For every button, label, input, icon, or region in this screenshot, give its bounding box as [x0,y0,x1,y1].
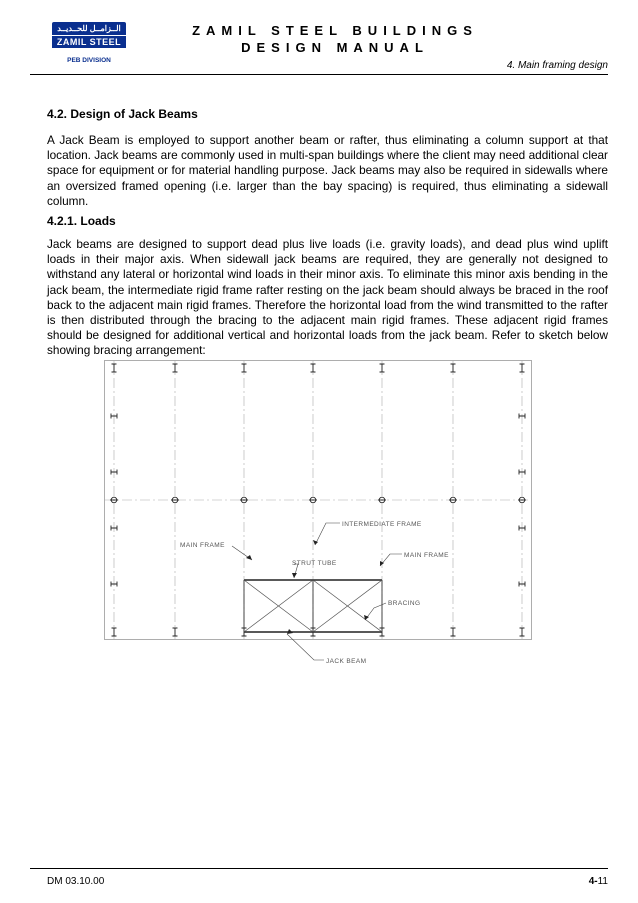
label-main-frame-right: MAIN FRAME [404,552,449,559]
label-strut-tube: STRUT TUBE [292,560,337,567]
column-marker-vertical [451,628,456,636]
subsection-heading: 4.2.1. Loads [47,214,116,228]
logo-english-text: ZAMIL STEEL [52,36,126,48]
column-marker-vertical [173,364,178,372]
column-marker-vertical [173,628,178,636]
footer-divider [30,868,608,869]
page-number-value: 11 [597,876,608,887]
frame-grid-lines [104,360,532,640]
label-intermediate-frame: INTERMEDIATE FRAME [342,521,422,528]
column-marker-vertical [520,364,525,372]
logo-division-text: PEB DIVISION [67,57,111,64]
page-number [589,876,608,887]
label-main-frame-left: MAIN FRAME [180,542,225,549]
column-marker-vertical [242,364,247,372]
bracing-sketch [104,360,532,665]
label-jack-beam: JACK BEAM [326,658,367,665]
manual-title-line-1: ZAMIL STEEL BUILDINGS [192,23,478,38]
column-marker-vertical [380,364,385,372]
column-marker-vertical [451,364,456,372]
section-name: 4. Main framing design [506,60,608,71]
column-marker-vertical [112,364,117,372]
callout-arrowheads [246,540,384,634]
loads-paragraph: Jack beams are designed to support dead plus live loads (i.e. gravity loads), and dead plus wind uplift loads in their major axis. When sidewall jack beams are required, they are generally not designed to withstand any lateral or horizontal wind loads in their minor axis. To eliminate this minor axis bending in the jack beam, the intermediate rigid frame rafter resting on the jack beam should always be braced in the roof back to the adjacent main rigid frames. Therefore the horizontal load from the wind transmitted to the rafter is then distributed through the bracing to the adjacent main rigid frames. These adjacent rigid frames should be designed for additional vertical and horizontal loads from the jack beam. Refer to sketch below showing bracing arrangement: [47,237,608,358]
manual-title [140,22,530,56]
intro-paragraph: A Jack Beam is employed to support another beam or rafter, thus eliminating a column support at that location. Jack beams are commonly used in multi-span buildings where the client may need additional clear space for equipment or for material handling purpose. Jack beams may also be required in sidewalls where an oversized framed opening (i.e. larger than the bay spacing) is required, thus eliminating a sidewall column. [47,133,608,208]
section-heading: 4.2. Design of Jack Beams [47,107,198,121]
header-divider [30,74,608,75]
column-marker-vertical [520,628,525,636]
manual-title-line-2: DESIGN MANUAL [241,40,429,55]
column-markers [110,364,526,636]
column-marker-vertical [112,628,117,636]
column-marker-vertical [311,364,316,372]
document-number: DM 03.10.00 [47,876,105,887]
logo-arabic-text: الــزامــل للحــديــد [52,22,126,35]
page-number-prefix: 4- [588,876,598,887]
label-bracing: BRACING [388,600,421,607]
